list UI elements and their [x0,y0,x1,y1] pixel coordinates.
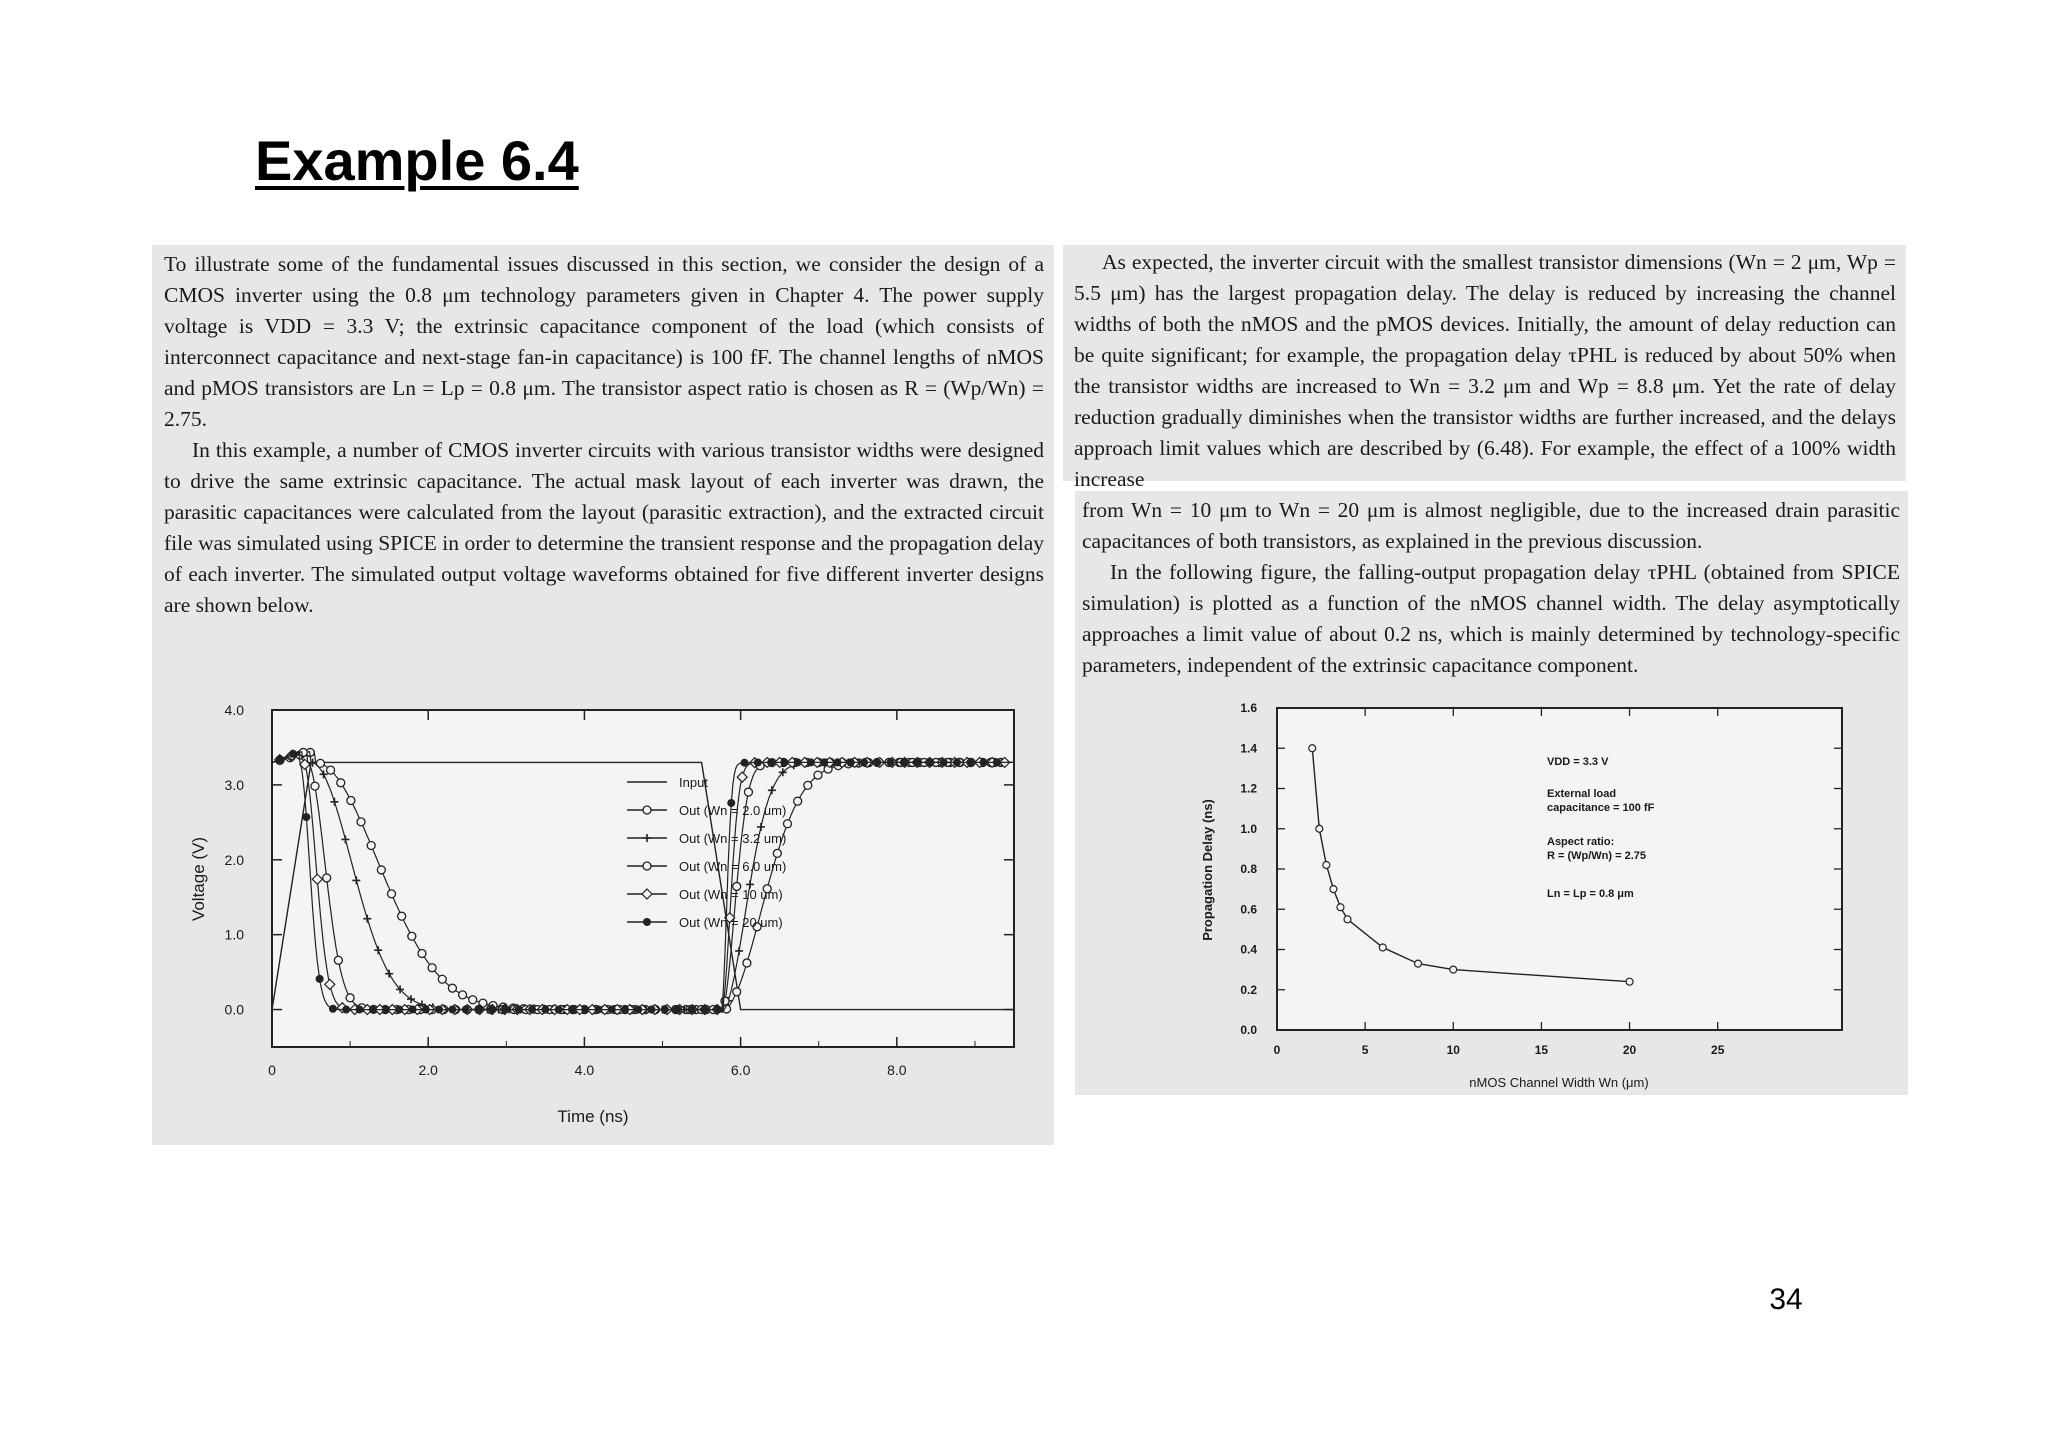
waveform-data-marker [316,975,324,983]
delay-data-point [1450,966,1457,973]
waveform-data-marker [873,758,881,766]
waveform-data-marker [900,758,908,766]
waveform-data-marker [773,849,781,857]
waveform-x-tick-label: 2.0 [418,1062,438,1078]
waveform-legend-label: Input [679,775,708,790]
delay-annotation: capacitance = 100 fF [1547,802,1655,814]
delay-y-tick-label: 0.4 [1240,942,1257,957]
waveform-x-tick-label: 8.0 [887,1062,907,1078]
delay-data-point [1344,916,1351,923]
waveform-data-marker [475,1006,483,1014]
right-text-block [1082,495,1900,681]
waveform-data-marker [953,758,961,766]
delay-y-tick-label: 1.4 [1240,741,1257,756]
waveform-data-marker [966,758,974,766]
waveform-legend-label: Out (Wn = 10 um) [679,887,783,902]
delay-x-tick-label: 25 [1711,1043,1725,1057]
waveform-legend-label: Out (Wn = 2.0 um) [679,803,787,818]
delay-y-tick-label: 0.2 [1240,982,1257,997]
waveform-data-marker [528,1006,536,1014]
waveform-data-marker [568,1006,576,1014]
waveform-chart [152,690,1054,1145]
waveform-data-marker [581,1006,589,1014]
waveform-data-marker [459,991,467,999]
delay-annotation: Aspect ratio: [1547,836,1615,848]
waveform-data-marker [780,758,788,766]
delay-data-point [1323,861,1330,868]
waveform-data-marker [814,771,822,779]
waveform-data-marker [807,758,815,766]
waveform-x-tick-label: 4.0 [574,1062,595,1078]
waveform-x-axis-label: Time (ns) [557,1107,629,1126]
waveform-data-marker [448,1006,456,1014]
delay-x-tick-label: 15 [1534,1043,1549,1057]
waveform-legend-marker [643,862,651,870]
waveform-legend-label: Out (Wn = 3.2 um) [679,831,787,846]
waveform-data-marker [355,1006,363,1014]
waveform-data-marker [418,949,426,957]
waveform-data-marker [388,890,396,898]
waveform-data-marker [462,1006,470,1014]
waveform-data-marker [377,866,385,874]
waveform-data-marker [488,1006,496,1014]
waveform-data-marker [634,1006,642,1014]
delay-annotation: R = (Wp/Wn) = 2.75 [1547,850,1647,862]
waveform-data-marker [940,758,948,766]
waveform-data-marker [661,1006,669,1014]
right-paragraph-3: In the following figure, the falling-output propagation delay τPHL (obtained from SPICE simulation) is plotted as a function of the nMOS channel width. The delay asymptotically approaches a limit value of about 0.2 ns, which is mainly determined by technology-specific parameters, independent of the extrinsic capacitance component. [1082,560,1900,677]
waveform-data-marker [346,994,354,1002]
waveform-data-marker [398,912,406,920]
delay-x-tick-label: 0 [1273,1043,1281,1057]
waveform-data-marker [794,758,802,766]
waveform-data-marker [674,1006,682,1014]
waveform-data-marker [783,820,791,828]
delay-y-tick-label: 1.0 [1240,821,1257,836]
delay-y-tick-label: 1.6 [1240,701,1257,715]
waveform-legend-label: Out (Wn = 20 um) [679,915,783,930]
delay-y-tick-label: 1.2 [1240,781,1257,796]
waveform-data-marker [337,779,345,787]
slide-title: Example 6.4 [255,129,579,192]
waveform-data-marker [860,758,868,766]
waveform-y-tick-label: 1.0 [224,926,244,943]
waveform-data-marker [833,758,841,766]
waveform-x-tick-label: 0 [268,1062,276,1078]
waveform-data-marker [502,1006,510,1014]
waveform-data-marker [743,959,751,967]
waveform-data-marker [648,1006,656,1014]
delay-data-point [1330,886,1337,893]
waveform-legend-label: Out (Wn = 6.0 um) [679,859,787,874]
waveform-legend-marker [643,918,651,926]
waveform-data-marker [422,1006,430,1014]
waveform-y-tick-label: 4.0 [224,702,244,718]
waveform-y-tick-label: 2.0 [224,851,244,868]
waveform-legend-marker [643,806,651,814]
delay-data-point [1316,825,1323,832]
delay-data-point [1415,960,1422,967]
waveform-data-marker [926,758,934,766]
waveform-data-marker [754,758,762,766]
waveform-data-marker [428,964,436,972]
delay-y-tick-label: 0.6 [1240,902,1257,917]
waveform-data-marker [311,782,319,790]
right-paragraph-2: from Wn = 10 μm to Wn = 20 μm is almost negligible, due to the increased drain parasitic capacitances of both transistors, as explained in the previous discussion. [1082,498,1900,553]
page-number: 34 [1769,1283,1803,1316]
waveform-data-marker [327,766,335,774]
delay-y-tick-label: 0.0 [1240,1023,1257,1037]
waveform-y-tick-label: 3.0 [224,776,244,793]
delay-y-tick-label: 0.8 [1240,862,1257,876]
waveform-data-marker [382,1006,390,1014]
waveform-data-marker [980,758,988,766]
delay-x-axis-label: nMOS Channel Width Wn (μm) [1469,1075,1649,1090]
waveform-data-marker [733,988,741,996]
delay-data-point [1337,904,1344,911]
waveform-data-marker [448,984,456,992]
right-paragraph-1: As expected, the inverter circuit with the smallest transistor dimensions (Wn = 2 μm, Wp = 5.5 μm) has the largest propagation delay. The delay is reduced by increasing the channel widths of both the nMOS and the pMOS devices. Initially, the amount of delay reduction can be quite significant; for example, the propagation delay τPHL is reduced by about 50% when the transistor widths are increased to Wn = 3.2 μm and Wp = 8.8 μm. Yet the rate of delay reduction gradually diminishes when the transistor widths are further increased, and the delays approach limit values which are described by (6.48). For example, the effect of a 100% width increase [1074,250,1896,491]
waveform-data-marker [913,758,921,766]
waveform-data-marker [369,1006,377,1014]
waveform-data-marker [435,1006,443,1014]
waveform-data-marker [357,818,365,826]
waveform-data-marker [408,932,416,940]
delay-data-point [1309,745,1316,752]
waveform-data-marker [804,781,812,789]
delay-x-tick-label: 10 [1446,1043,1460,1057]
delay-chart [1075,690,1908,1145]
waveform-data-marker [329,1005,337,1013]
waveform-data-marker [714,1006,722,1014]
waveform-data-marker [744,788,752,796]
waveform-data-marker [701,1006,709,1014]
waveform-data-marker [621,1006,629,1014]
delay-x-tick-label: 20 [1622,1043,1637,1057]
delay-data-point [1379,944,1386,951]
waveform-y-axis-label: Voltage (V) [189,836,208,922]
waveform-data-marker [334,956,342,964]
delay-y-axis-label: Propagation Delay (ns) [1200,799,1215,941]
waveform-data-marker [741,759,749,767]
delay-data-point [1626,978,1633,985]
delay-annotation: External load [1547,788,1617,800]
waveform-data-marker [395,1006,403,1014]
waveform-data-marker [687,1006,695,1014]
waveform-data-marker [409,1006,417,1014]
waveform-y-tick-label: 0.0 [224,1001,244,1018]
waveform-data-marker [541,1006,549,1014]
waveform-data-marker [515,1006,523,1014]
waveform-data-marker [323,874,331,882]
waveform-data-marker [347,796,355,804]
waveform-data-marker [887,758,895,766]
waveform-data-marker [794,797,802,805]
waveform-data-marker [555,1006,563,1014]
waveform-data-marker [469,996,477,1004]
delay-x-tick-label: 5 [1361,1043,1369,1057]
waveform-x-tick-label: 6.0 [730,1062,751,1078]
waveform-data-marker [993,758,1001,766]
waveform-data-marker [302,813,310,821]
waveform-data-marker [608,1006,616,1014]
waveform-data-marker [820,758,828,766]
waveform-data-marker [594,1006,602,1014]
delay-annotation: VDD = 3.3 V [1547,756,1609,768]
waveform-data-marker [276,755,284,763]
waveform-data-marker [847,758,855,766]
waveform-data-marker [767,758,775,766]
waveform-data-marker [438,975,446,983]
left-paragraph-1: To illustrate some of the fundamental issues discussed in this section, we consider the design of a CMOS inverter using the 0.8 μm technology parameters given in Chapter 4. The power supply voltage is VDD = 3.3 V; the extrinsic capacitance component of the load (which consists of interconnect capacitance and next-stage fan-in capacitance) is 100 fF. The channel lengths of nMOS and pMOS transistors are Ln = Lp = 0.8 μm. The transistor aspect ratio is chosen as R = (Wp/Wn) = 2.75. [164,252,1044,431]
left-text-block [164,249,1044,621]
delay-annotation: Ln = Lp = 0.8 μm [1547,888,1634,900]
waveform-data-marker [367,841,375,849]
waveform-data-marker [342,1006,350,1014]
waveform-data-marker [289,750,297,758]
left-paragraph-2: In this example, a number of CMOS inverter circuits with various transistor widths were designed to drive the same extrinsic capacitance. The actual mask layout of each inverter was drawn, the parasitic capacitances were calculated from the layout (parasitic extraction), and the extracted circuit file was simulated using SPICE in order to determine the transient response and the propagation delay of each inverter. The simulated output voltage waveforms obtained for five different inverter designs are shown below. [164,438,1044,617]
